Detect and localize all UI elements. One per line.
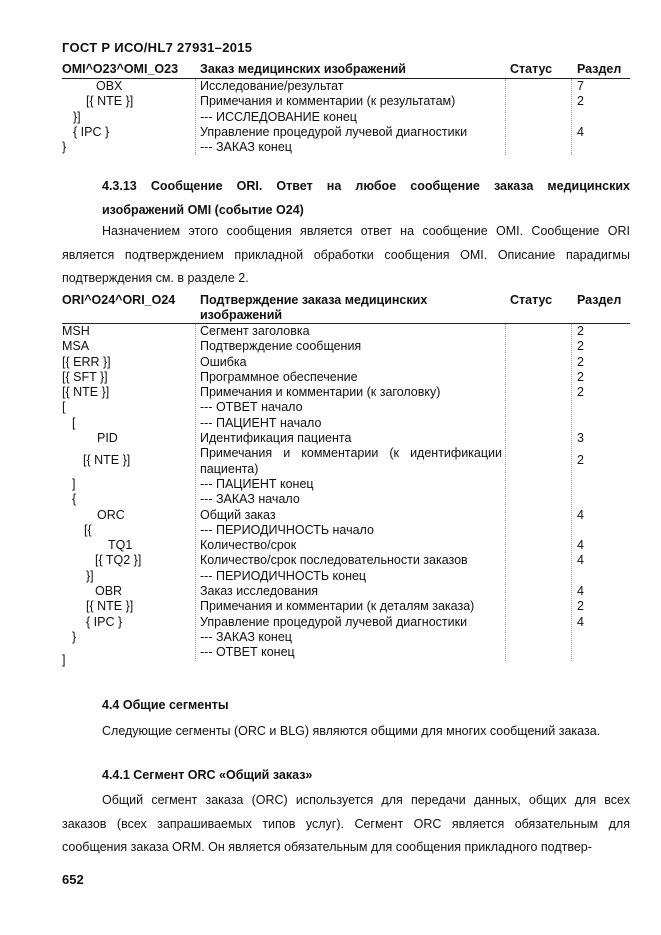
table-row [62,431,630,446]
table-header [62,62,630,79]
col-header-message: ORI^O24^ORI_O24 [62,293,176,307]
section-heading-4-4-1: 4.4.1 Сегмент ORC «Общий заказ» [102,768,313,782]
table-row [62,140,630,155]
segment-code: PID [97,431,118,446]
segment-section: 2 [577,453,584,468]
table-row [62,355,630,370]
segment-code: OBX [96,79,123,93]
table-body [62,79,630,155]
paragraph-common-segments: Следующие сегменты (ORC и BLG) являются общими для многих сообщений заказа. [102,724,601,738]
segment-description: --- ПЕРИОДИЧНОСТЬ начало [200,522,374,537]
segment-description: Управление процедурой лучевой диагностики [200,124,468,139]
segment-description: --- ПАЦИЕНТ конец [200,476,314,491]
segment-description: --- ЗАКАЗ конец [200,629,292,644]
table-row [62,446,630,477]
document-header: ГОСТ Р ИСО/HL7 27931–2015 [62,40,253,55]
segment-description: Примечания и комментарии (к деталям заказа) [200,599,475,614]
segment-section: 2 [577,385,584,400]
page-number: 652 [62,872,84,887]
segment-section: 2 [577,369,584,384]
table-row [62,584,630,599]
segment-description: --- ЗАКАЗ конец [200,140,292,155]
segment-section: 4 [577,538,584,553]
table-row [62,615,630,630]
segment-description: Ошибка [200,354,247,369]
segment-code: { IPC } [86,614,123,629]
section-heading-4-3-13: 4.3.13 Сообщение ORI. Ответ на любое сообщение заказа медицинских изображений OMI (событие О24) [102,179,630,217]
segment-section: 4 [577,507,584,522]
table-row [62,599,630,614]
table-row [62,79,630,94]
segment-section: 2 [577,324,584,338]
segment-code: [{ ERR }] [62,354,111,369]
table-row [62,630,630,645]
segment-code: { [72,492,77,507]
segment-section: 2 [577,599,584,614]
segment-code: ORC [97,507,125,522]
col-header-section: Раздел [577,62,622,76]
segment-description: --- ИССЛЕДОВАНИЕ конец [200,109,357,124]
segment-code: [{ TQ2 }] [95,553,142,568]
segment-description: Исследование/результат [200,79,344,93]
table-row [62,400,630,415]
segment-code: }] [73,109,81,124]
table-row [62,110,630,125]
col-header-status: Статус [510,62,553,76]
message-structure-table-omi [62,62,630,155]
segment-section: 2 [577,339,584,354]
segment-description: --- ЗАКАЗ начало [200,492,300,507]
segment-description: Примечания и комментарии (к результатам) [200,94,456,109]
table-row [62,385,630,400]
col-header-section: Раздел [577,293,622,307]
segment-description: Заказ исследования [200,584,319,599]
paragraph-orc-segment: Общий сегмент заказа (ORC) используется для передачи данных, общих для всех заказов (всех запрашиваемых типов услуг). Сегмент ORC является обязательным для сообщения заказа ORM. Он является обязательным для сообщения прикладного подтвер- [62,793,630,854]
segment-code: } [62,140,67,155]
segment-code: }] [86,568,94,583]
segment-section: 2 [577,94,584,109]
segment-description: Количество/срок [200,538,297,553]
segment-code: MSA [62,339,90,354]
segment-code: TQ1 [108,538,133,553]
table-row [62,416,630,431]
segment-code: ] [72,476,76,491]
table-row [62,94,630,109]
segment-code: [ [62,400,66,415]
segment-code: } [72,629,77,644]
segment-description: Общий заказ [200,507,276,522]
table-row [62,125,630,140]
segment-section: 2 [577,354,584,369]
table-row [62,508,630,523]
segment-section: 4 [577,553,584,568]
table-row [62,477,630,492]
paragraph-ori-purpose: Назначением этого сообщения является ответ на сообщение OMI. Сообщение ORI является подтверждением прикладной обработки сообщения OMI. Описание парадигмы подтверждения см. в разделе 2. [62,224,630,285]
segment-description: Примечания и комментарии (к идентификации пациента) [200,446,502,476]
segment-description: Идентификация пациента [200,431,352,446]
segment-description: --- ОТВЕТ начало [200,400,303,415]
segment-code: ] [62,653,66,668]
col-header-message: OMI^O23^OMI_O23 [62,62,179,76]
segment-section: 7 [577,79,584,93]
segment-code: { IPC } [73,124,110,139]
segment-description: --- ПЕРИОДИЧНОСТЬ конец [200,568,367,583]
segment-code: OBR [95,584,123,599]
table-row [62,569,630,584]
message-structure-table-ori [62,293,630,668]
segment-code: [{ NTE }] [83,453,131,468]
segment-description: Программное обеспечение [200,369,358,384]
segment-description: --- ПАЦИЕНТ начало [200,415,322,430]
table-header [62,293,630,324]
segment-code: [{ NTE }] [86,94,134,109]
segment-description: Подтверждение сообщения [200,339,362,354]
segment-code: [{ NTE }] [62,385,110,400]
segment-code: [{ SFT }] [62,369,108,384]
segment-description: Количество/срок последовательности заказов [200,553,468,568]
table-row [62,538,630,553]
segment-section: 4 [577,584,584,599]
table-row [62,523,630,538]
table-row [62,370,630,385]
table-row [62,645,630,668]
segment-code: [ [72,415,76,430]
table-body [62,324,630,668]
segment-section: 4 [577,614,584,629]
col-header-status: Статус [510,293,553,307]
table-row [62,553,630,568]
col-header-description: Заказ медицинских изображений [200,62,406,76]
table-row [62,492,630,507]
segment-description: Управление процедурой лучевой диагностики [200,614,468,629]
segment-section: 3 [577,431,584,446]
table-row [62,339,630,354]
col-header-description: Подтверждение заказа медицинских изображений [200,293,428,322]
segment-code: [{ NTE }] [86,599,134,614]
segment-description: Примечания и комментарии (к заголовку) [200,385,441,400]
segment-code: MSH [62,324,90,338]
segment-section: 4 [577,124,584,139]
segment-description: --- ОТВЕТ конец [200,645,295,660]
table-row [62,324,630,339]
segment-description: Сегмент заголовка [200,324,310,338]
segment-code: [{ [84,522,92,537]
section-heading-4-4: 4.4 Общие сегменты [102,698,229,712]
